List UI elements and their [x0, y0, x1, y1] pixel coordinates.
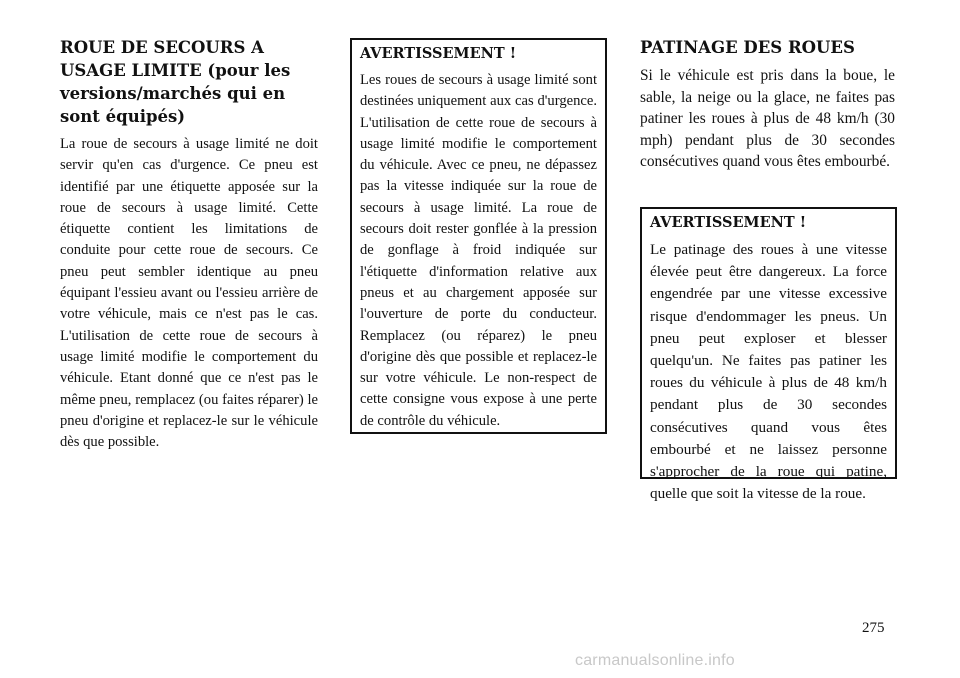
spare-tire-paragraph: La roue de secours à usage limité ne doit servir qu'en cas d'urgence. Ce pneu est identifié par une étiquette apposée sur la roue de secours à usage limité. Cette étiquette contient les limitations de conduite pour cette roue de secours. Ce pneu peut sembler identique au pneu équipant l'essieu avant ou l'essieu arrière de votre véhicule, mais ce n'est pas le cas. L'utilisation de cette roue de secours à usage limité modifie le comportement du véhicule. Etant donné que ce n'est pas le même pneu, remplacez (ou faites réparer) le pneu d'origine et replacez-le sur le véhicule dès que possible. [60, 136, 318, 451]
warning-title: AVERTISSEMENT ! [360, 45, 517, 62]
wheel-spin-paragraph: Si le véhicule est pris dans la boue, le sable, la neige ou la glace, ne faites pas patiner les roues à plus de 48 km/h (30 mph) pendant plus de 30 secondes consécutives quand vous êtes embourbé. [640, 67, 895, 170]
warning-title: AVERTISSEMENT ! [650, 214, 807, 231]
page-number: 275 [862, 620, 885, 636]
wheel-spin-warning-box [640, 207, 897, 503]
wheel-spin-heading: PATINAGE DES ROUES [640, 38, 855, 57]
watermark: carmanualsonline.info [575, 652, 735, 669]
spare-tire-heading: ROUE DE SECOURS A USAGE LIMITE (pour les versions/marchés qui en sont équipés) [60, 38, 291, 126]
warning-text: Le patinage des roues à une vitesse élevée peut être dangereux. La force engendrée par une vitesse excessive risque d'endommager les pneus. Un pneu peut exploser et blesser quelqu'un. Ne faites pas patiner les roues du véhicule à plus de 48 km/h pendant plus de 30 secondes consécutives quand vous êtes embourbé et ne laissez personne s'approcher de la roue qui patine, quelle que soit la vitesse de la roue. [650, 241, 887, 503]
spare-tire-warning-box [350, 38, 607, 434]
warning-text: Les roues de secours à usage limité sont destinées uniquement aux cas d'urgence. L'utilisation de cette roue de secours à usage limité modifie le comportement du véhicule. Avec ce pneu, ne dépassez pas la vitesse indiquée sur la roue de secours à usage limité. La roue de secours doit rester gonflée à la pression de gonflage à froid indiquée sur l'étiquette d'information relative aux pneus et au chargement apposée sur l'ouverture de porte du conducteur. Remplacez (ou réparez) le pneu d'origine dès que possible et replacez-le sur votre véhicule. Le non-respect de cette consigne vous expose à une perte de contrôle du véhicule. [360, 72, 597, 429]
